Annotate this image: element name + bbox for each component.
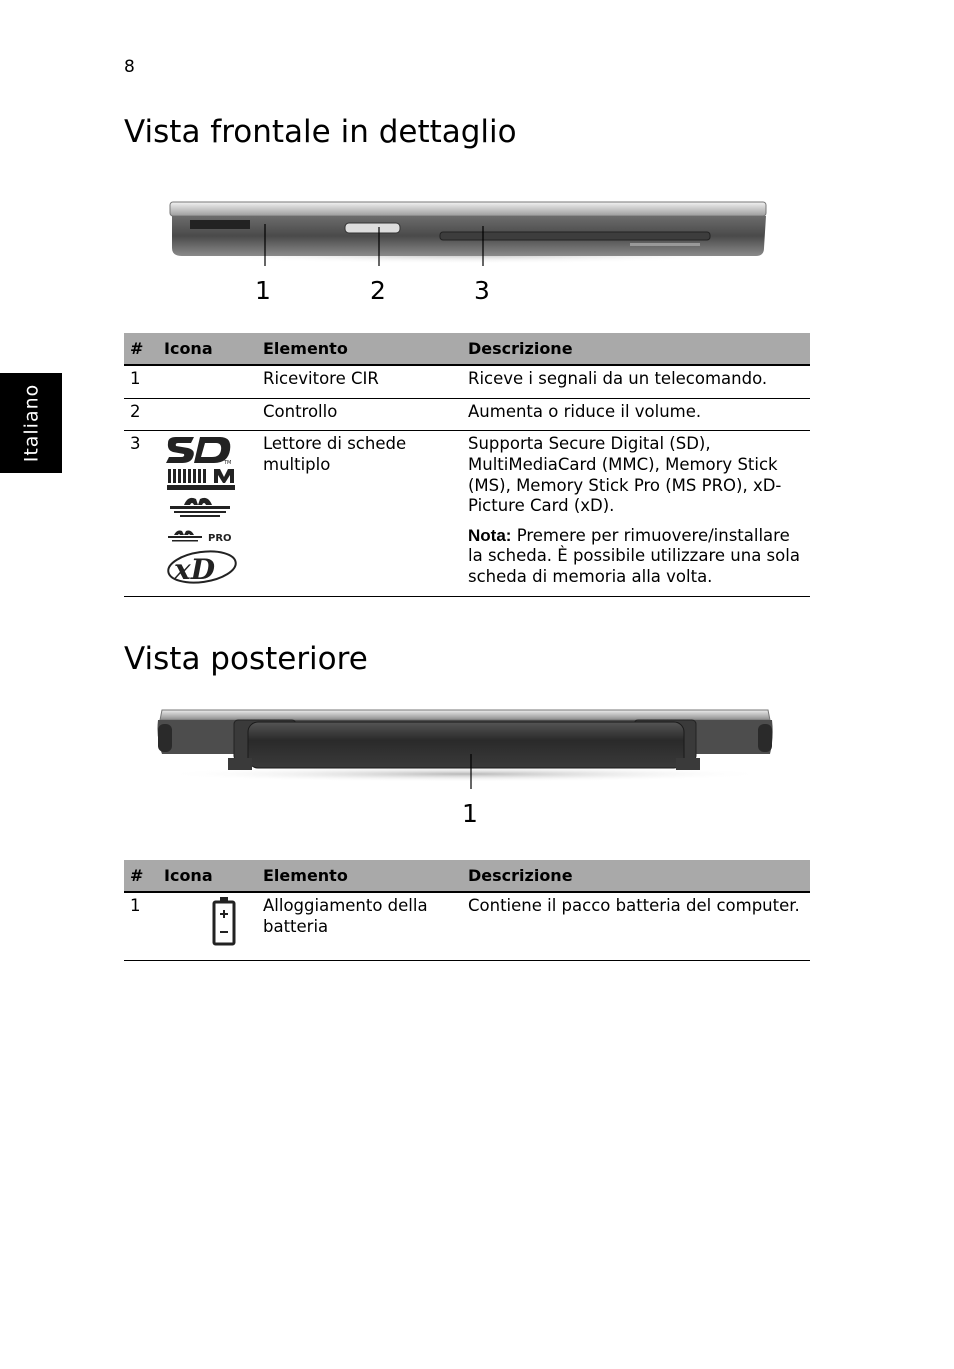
front-view-title: Vista frontale in dettaglio [124, 114, 517, 150]
rear-view-title: Vista posteriore [124, 641, 368, 677]
row-num: 3 [124, 431, 158, 596]
row-num: 1 [124, 365, 158, 398]
header-icon: Icona [158, 333, 257, 365]
front-callout-1: 1 [255, 276, 271, 305]
page-number: 8 [124, 57, 135, 77]
table-row [124, 892, 810, 961]
row-description: Riceve i segnali da un telecomando. [462, 365, 810, 398]
row-description: Contiene il pacco batteria del computer. [462, 892, 810, 961]
header-element: Elemento [257, 860, 462, 892]
battery-icon [212, 896, 236, 946]
svg-text:PRO: PRO [208, 533, 232, 545]
svg-text:TM: TM [224, 460, 232, 466]
row-description: Supporta Secure Digital (SD), MultiMediaCard (MMC), Memory Stick (MS), Memory Stick Pro (MS PRO), xD-Picture Card (xD). [468, 434, 782, 516]
rear-callout-1: 1 [462, 799, 478, 828]
header-num: # [124, 333, 158, 365]
note-label: Nota: [468, 525, 512, 545]
header-num: # [124, 860, 158, 892]
row-icon-cell [158, 892, 257, 961]
row-element: Lettore di schede multiplo [257, 431, 462, 596]
rear-view-table [124, 860, 810, 961]
header-description: Descrizione [462, 333, 810, 365]
front-callout-2: 2 [370, 276, 386, 305]
row-num: 2 [124, 398, 158, 431]
header-element: Elemento [257, 333, 462, 365]
header-description: Descrizione [462, 860, 810, 892]
row-description: Aumenta o riduce il volume. [462, 398, 810, 431]
table-header-row [124, 860, 810, 892]
language-tab-label: Italiano [20, 383, 43, 463]
row-element: Controllo [257, 398, 462, 431]
note-text: Premere per rimuovere/installare la scheda. È possibile utilizzare una sola scheda di memoria alla volta. [468, 525, 800, 586]
row-num: 1 [124, 892, 158, 961]
header-icon: Icona [158, 860, 257, 892]
row-element: Alloggiamento della batteria [257, 892, 462, 961]
front-callout-3: 3 [474, 276, 490, 305]
row-element: Ricevitore CIR [257, 365, 462, 398]
svg-text:xD: xD [174, 553, 215, 586]
